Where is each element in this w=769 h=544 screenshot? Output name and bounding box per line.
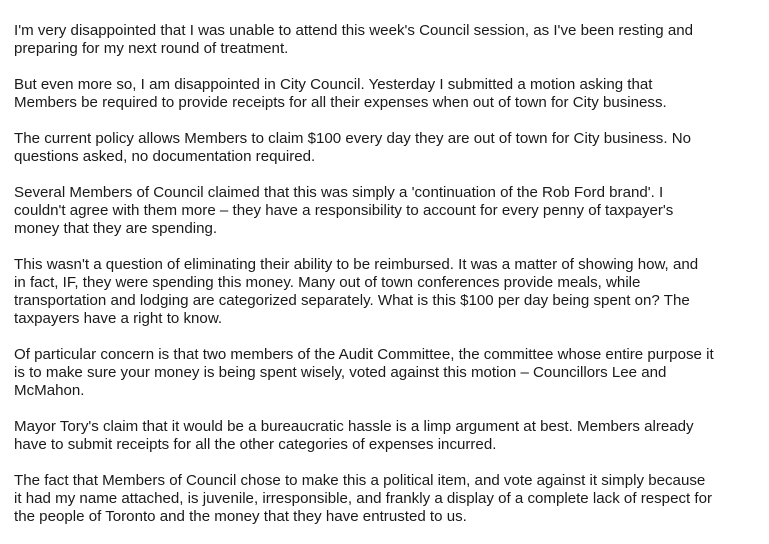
paragraph-4: Several Members of Council claimed that this was simply a 'continuation of the Rob Ford brand'. I couldn't agree with them more – they have a responsibility to account for every penny of taxpayer's money that they are spending. <box>14 184 674 237</box>
paragraph-5: This wasn't a question of eliminating their ability to be reimbursed. It was a matter of showing how, and in fact, IF, they were spending this money. Many out of town conferences provide meals, while transportation and lodging are categorized separately. What is this $100 per day being spent on? The taxpayers have a right to know. <box>14 256 699 327</box>
paragraph-3: The current policy allows Members to claim $100 every day they are out of town for City business. No questions asked, no documentation required. <box>14 130 692 165</box>
paragraph-7: Mayor Tory's claim that it would be a bureaucratic hassle is a limp argument at best. Members already have to submit receipts for all the other categories of expenses incurred. <box>14 418 694 453</box>
paragraph-6: Of particular concern is that two members of the Audit Committee, the committee whose entire purpose it is to make sure your money is being spent wisely, voted against this motion – Councillors Lee and McMahon. <box>14 346 714 399</box>
paragraph-2: But even more so, I am disappointed in City Council. Yesterday I submitted a motion asking that Members be required to provide receipts for all their expenses when out of town for City business. <box>14 76 667 111</box>
paragraph-1: I'm very disappointed that I was unable to attend this week's Council session, as I've been resting and preparing for my next round of treatment. <box>14 22 694 57</box>
paragraph-8: The fact that Members of Council chose to make this a political item, and vote against it simply because it had my name attached, is juvenile, irresponsible, and frankly a display of a complete lack of respect for the people of Toronto and the money that they have entrusted to us. <box>14 472 713 525</box>
